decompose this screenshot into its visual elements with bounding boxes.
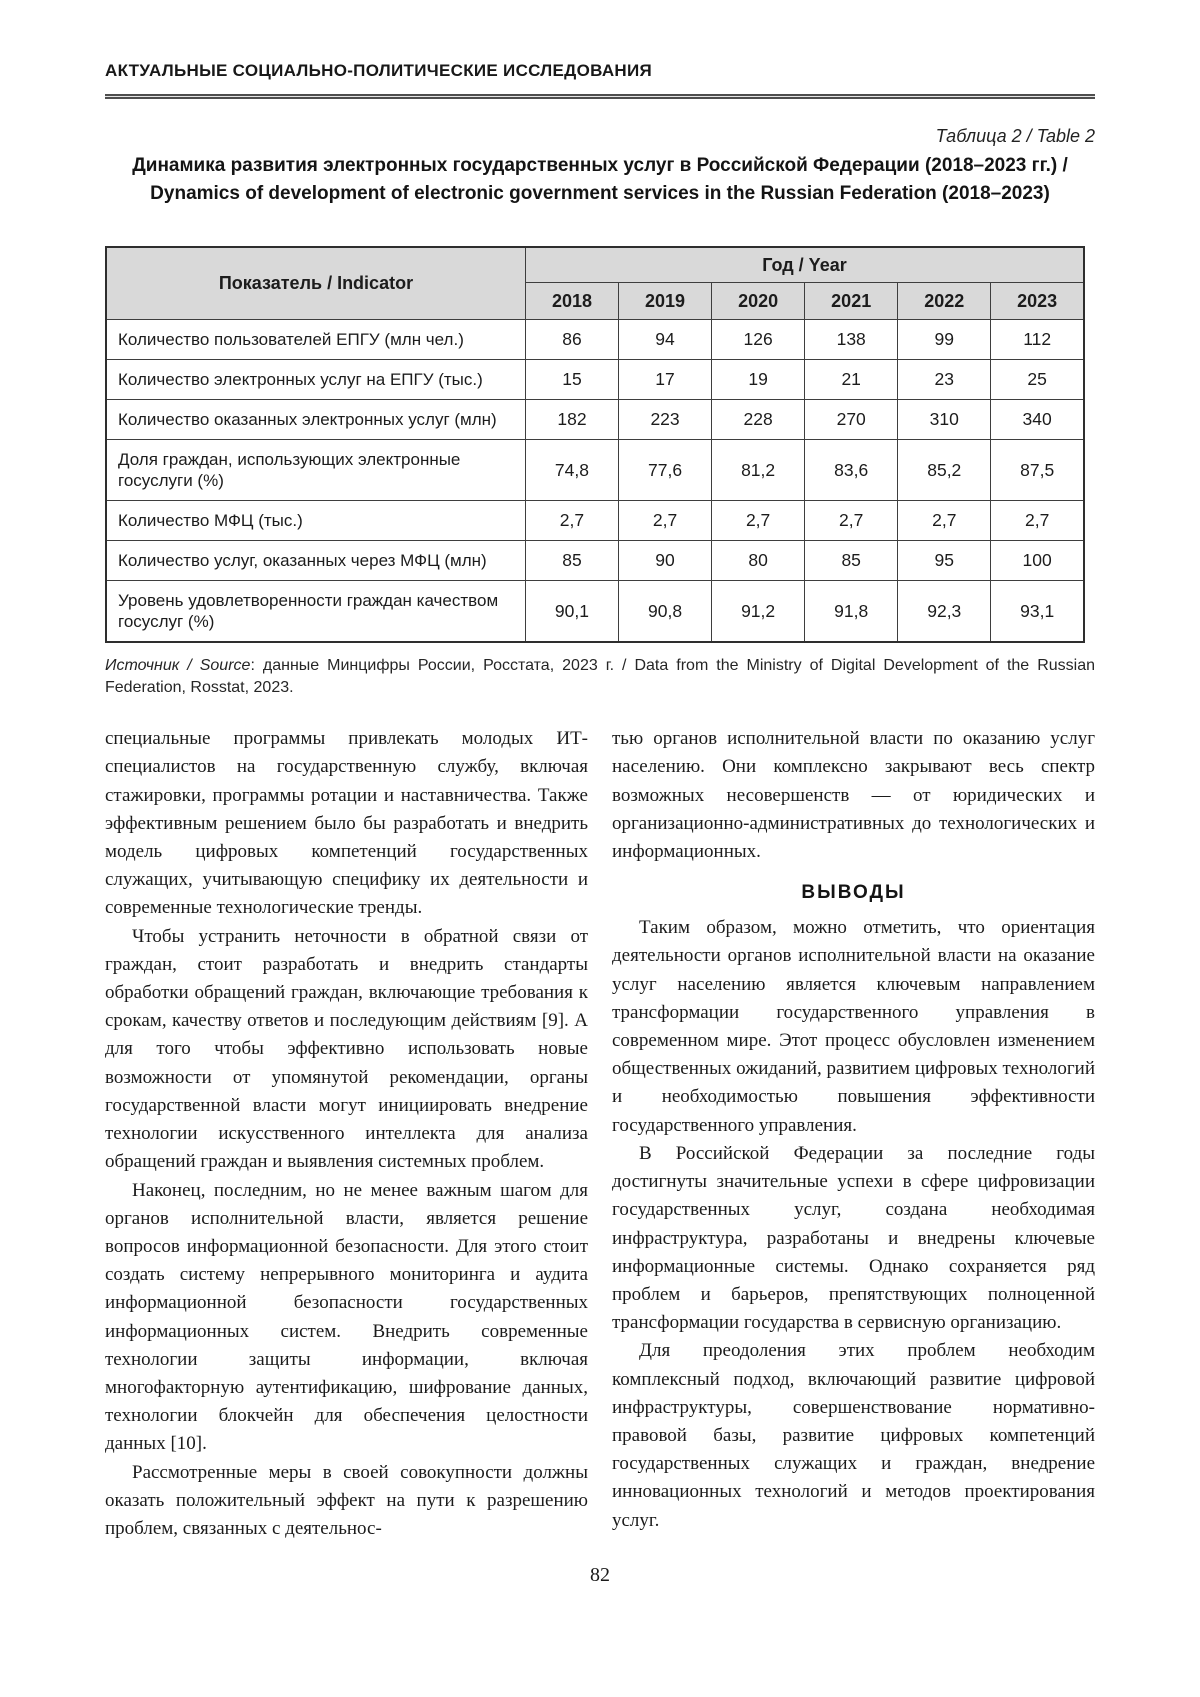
cell-value: 15 bbox=[525, 360, 618, 400]
table-row bbox=[106, 440, 1084, 501]
cell-value: 77,6 bbox=[619, 440, 712, 501]
cell-value: 74,8 bbox=[525, 440, 618, 501]
cell-value: 81,2 bbox=[712, 440, 805, 501]
statistics-table bbox=[105, 246, 1085, 644]
cell-value: 100 bbox=[991, 541, 1084, 581]
cell-value: 270 bbox=[805, 400, 898, 440]
cell-value: 112 bbox=[991, 320, 1084, 360]
year-header-2021: 2021 bbox=[805, 283, 898, 320]
cell-value: 2,7 bbox=[712, 501, 805, 541]
cell-value: 95 bbox=[898, 541, 991, 581]
table-title-ru: Динамика развития электронных государственных услуг в Российской Федерации (2018–2023 гг.) / bbox=[132, 154, 1068, 176]
table-caption: Таблица 2 / Table 2 bbox=[935, 126, 1095, 147]
paragraph: Наконец, последним, но не менее важным шагом для органов исполнительной власти, является решение вопросов информационной безопасности. Для этого стоит создать систему непрерывного мониторинга и аудита информационной безопасности государственных информационных систем. Внедрить современные технологии защиты информации, включая многофакторную аутентификацию, шифрование данных, технологии блокчейн для обеспечения целостности данных [10]. bbox=[105, 1179, 588, 1455]
cell-value: 2,7 bbox=[619, 501, 712, 541]
cell-value: 80 bbox=[712, 541, 805, 581]
cell-value: 138 bbox=[805, 320, 898, 360]
row-label: Количество оказанных электронных услуг (млн) bbox=[106, 400, 525, 440]
cell-value: 19 bbox=[712, 360, 805, 400]
paragraph: Для преодоления этих проблем необходим комплексный подход, включающий развитие цифровой инфраструктуры, совершенствование нормативно-правовой базы, развитие цифровых компетенций государственных служащих и граждан, внедрение инновационных технологий и методов проектирования услуг. bbox=[612, 1340, 1095, 1531]
paragraph: Таким образом, можно отметить, что ориентация деятельности органов исполнительной власти на оказание услуг населению является ключевым направлением трансформации государственного управления в современном мире. Этот процесс обусловлен изменением общественных ожиданий, развитием цифровых технологий и необходимостью повышения эффективности государственного управления. bbox=[612, 917, 1095, 1136]
cell-value: 17 bbox=[619, 360, 712, 400]
table-row bbox=[106, 400, 1084, 440]
body-text-columns bbox=[105, 725, 1095, 1543]
paragraph: Рассмотренные меры в своей совокупности должны оказать положительный эффект на пути к разрешению проблем, связанных с деятельнос- bbox=[105, 1461, 588, 1539]
cell-value: 2,7 bbox=[805, 501, 898, 541]
cell-value: 21 bbox=[805, 360, 898, 400]
cell-value: 91,2 bbox=[712, 581, 805, 643]
cell-value: 23 bbox=[898, 360, 991, 400]
cell-value: 92,3 bbox=[898, 581, 991, 643]
row-label: Количество пользователей ЕПГУ (млн чел.) bbox=[106, 320, 525, 360]
cell-value: 94 bbox=[619, 320, 712, 360]
year-header-2020: 2020 bbox=[712, 283, 805, 320]
table-header-row-group bbox=[106, 247, 1084, 283]
cell-value: 90,1 bbox=[525, 581, 618, 643]
cell-value: 91,8 bbox=[805, 581, 898, 643]
table-source-note bbox=[105, 655, 1095, 699]
cell-value: 310 bbox=[898, 400, 991, 440]
paragraph: Чтобы устранить неточности в обратной связи от граждан, стоит разработать и внедрить стандарты обработки обращений граждан, включающие требования к срокам, качеству ответов и последующим действиям [9]. А для того чтобы эффективно использовать новые возможности от упомянутой рекомендации, органы государственной власти могут инициировать внедрение технологии искусственного интеллекта для анализа обращений граждан и выявления системных проблем. bbox=[105, 925, 588, 1173]
paragraph: тью органов исполнительной власти по оказанию услуг населению. Они комплексно закрывают весь спектр возможных несовершенств — от юридических и организационно-административных до технологических и информационных. bbox=[612, 728, 1095, 863]
year-header-2023: 2023 bbox=[991, 283, 1084, 320]
paragraph: В Российской Федерации за последние годы достигнуты значительные успехи в сфере цифровизации государственных услуг, создана необходимая инфраструктура, разработаны и внедрены ключевые информационные системы. Однако сохраняется ряд проблем и барьеров, препятствующих полноценной трансформации государства в сервисную организацию. bbox=[612, 1142, 1095, 1334]
page-number: 82 bbox=[590, 1564, 610, 1587]
cell-value: 86 bbox=[525, 320, 618, 360]
cell-value: 85,2 bbox=[898, 440, 991, 501]
cell-value: 93,1 bbox=[991, 581, 1084, 643]
indicator-header-cell: Показатель / Indicator bbox=[106, 247, 525, 320]
cell-value: 223 bbox=[619, 400, 712, 440]
paragraph: специальные программы привлекать молодых ИТ-специалистов на государственную службу, включая стажировки, программы ротации и наставничества. Также эффективным решением было бы разработать и внедрить модель цифровых компетенций государственных служащих, учитывающую специфику их деятельности и современные технологические тренды. bbox=[105, 728, 588, 919]
cell-value: 90,8 bbox=[619, 581, 712, 643]
row-label: Доля граждан, использующих электронные госуслуги (%) bbox=[106, 440, 525, 501]
cell-value: 85 bbox=[525, 541, 618, 581]
row-label: Количество услуг, оказанных через МФЦ (млн) bbox=[106, 541, 525, 581]
running-head: АКТУАЛЬНЫЕ СОЦИАЛЬНО-ПОЛИТИЧЕСКИЕ ИССЛЕДОВАНИЯ bbox=[105, 61, 653, 80]
year-header-2018: 2018 bbox=[525, 283, 618, 320]
row-label: Количество МФЦ (тыс.) bbox=[106, 501, 525, 541]
row-label: Уровень удовлетворенности граждан качеством госуслуг (%) bbox=[106, 581, 525, 643]
cell-value: 126 bbox=[712, 320, 805, 360]
cell-value: 25 bbox=[991, 360, 1084, 400]
right-column bbox=[612, 725, 1095, 1543]
table-title bbox=[105, 152, 1095, 208]
cell-value: 2,7 bbox=[991, 501, 1084, 541]
cell-value: 2,7 bbox=[898, 501, 991, 541]
table-row bbox=[106, 501, 1084, 541]
table-row bbox=[106, 320, 1084, 360]
table-title-en: Dynamics of development of electronic government services in the Russian Federation (2018–2023) bbox=[150, 182, 1050, 204]
source-text: : данные Минцифры России, Росстата, 2023 г. / Data from the Ministry of Digital Development of the Russian Federation, Rosstat, 2023. bbox=[105, 657, 1096, 697]
cell-value: 182 bbox=[525, 400, 618, 440]
year-group-header-cell: Год / Year bbox=[525, 247, 1084, 283]
year-header-2022: 2022 bbox=[898, 283, 991, 320]
table-row bbox=[106, 541, 1084, 581]
cell-value: 2,7 bbox=[525, 501, 618, 541]
cell-value: 87,5 bbox=[991, 440, 1084, 501]
row-label: Количество электронных услуг на ЕПГУ (тыс.) bbox=[106, 360, 525, 400]
year-header-2019: 2019 bbox=[619, 283, 712, 320]
cell-value: 99 bbox=[898, 320, 991, 360]
conclusions-heading: ВЫВОДЫ bbox=[801, 882, 906, 904]
cell-value: 340 bbox=[991, 400, 1084, 440]
table-row bbox=[106, 360, 1084, 400]
cell-value: 85 bbox=[805, 541, 898, 581]
left-column bbox=[105, 725, 588, 1543]
table-row bbox=[106, 581, 1084, 643]
header-rule bbox=[105, 94, 1095, 99]
source-label: Источник / Source bbox=[105, 657, 251, 675]
cell-value: 228 bbox=[712, 400, 805, 440]
cell-value: 90 bbox=[619, 541, 712, 581]
cell-value: 83,6 bbox=[805, 440, 898, 501]
